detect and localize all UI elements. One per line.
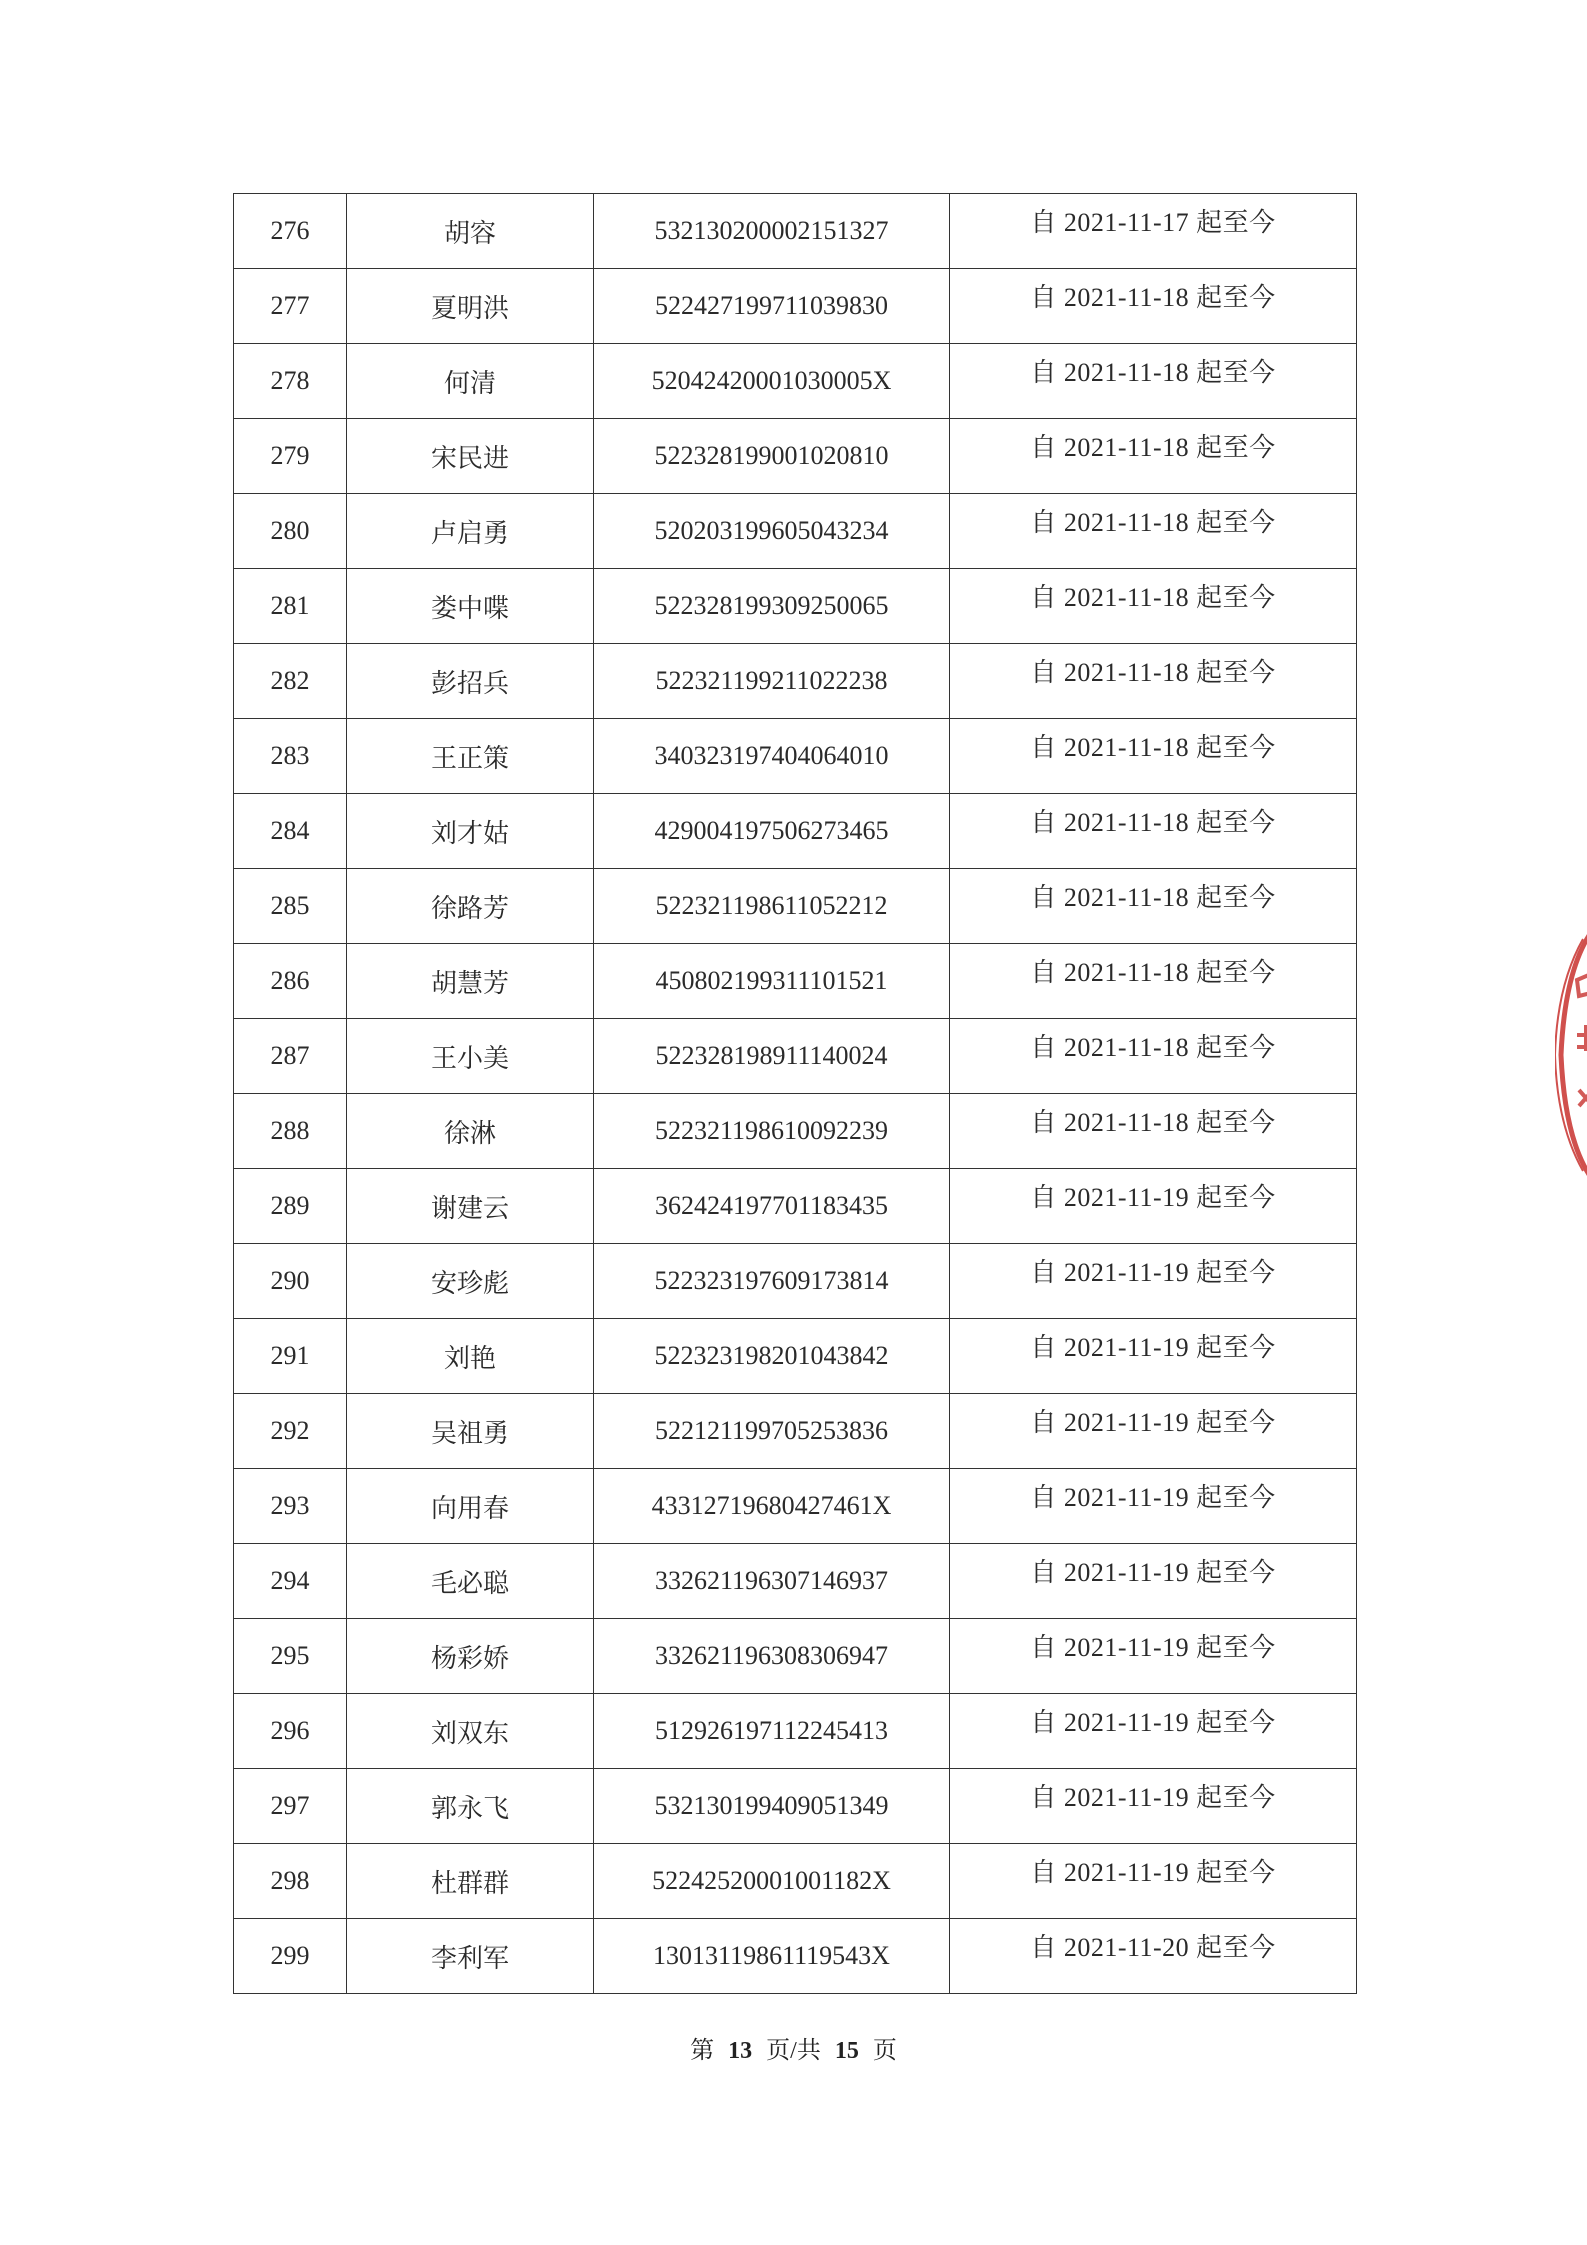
person-name-cell: 夏明洪	[347, 269, 594, 344]
id-number-cell: 52042420001030005X	[594, 344, 950, 419]
row-number-cell: 276	[234, 194, 347, 269]
person-name-cell: 胡慧芳	[347, 944, 594, 1019]
id-number-cell: 52242520001001182X	[594, 1844, 950, 1919]
row-number-cell: 285	[234, 869, 347, 944]
table-row	[234, 1394, 1357, 1469]
person-name-cell: 向用春	[347, 1469, 594, 1544]
id-number-cell: 522328198911140024	[594, 1019, 950, 1094]
id-number-cell: 522321199211022238	[594, 644, 950, 719]
id-number-cell: 332621196308306947	[594, 1619, 950, 1694]
row-number-cell: 281	[234, 569, 347, 644]
table-row	[234, 1694, 1357, 1769]
footer-suffix: 页	[872, 2038, 897, 2064]
person-name-cell: 王正策	[347, 719, 594, 794]
effective-date-cell: 自 2021-11-19 起至今	[950, 1319, 1357, 1394]
effective-date-cell: 自 2021-11-18 起至今	[950, 1094, 1357, 1169]
table-row	[234, 494, 1357, 569]
id-number-cell: 522328199309250065	[594, 569, 950, 644]
total-page-count: 15	[834, 2038, 859, 2064]
row-number-cell: 287	[234, 1019, 347, 1094]
row-number-cell: 290	[234, 1244, 347, 1319]
table-row	[234, 269, 1357, 344]
id-number-cell: 522323198201043842	[594, 1319, 950, 1394]
row-number-cell: 289	[234, 1169, 347, 1244]
table-row	[234, 1544, 1357, 1619]
table-row	[234, 1019, 1357, 1094]
table-body	[234, 194, 1357, 1994]
effective-date-cell: 自 2021-11-19 起至今	[950, 1844, 1357, 1919]
row-number-cell: 283	[234, 719, 347, 794]
row-number-cell: 297	[234, 1769, 347, 1844]
id-number-cell: 522323197609173814	[594, 1244, 950, 1319]
person-name-cell: 卢启勇	[347, 494, 594, 569]
table-row	[234, 1619, 1357, 1694]
table-row	[234, 644, 1357, 719]
row-number-cell: 288	[234, 1094, 347, 1169]
table-row	[234, 344, 1357, 419]
effective-date-cell: 自 2021-11-18 起至今	[950, 644, 1357, 719]
id-number-cell: 43312719680427461X	[594, 1469, 950, 1544]
table-row	[234, 1169, 1357, 1244]
row-number-cell: 298	[234, 1844, 347, 1919]
table-row	[234, 569, 1357, 644]
id-number-cell: 522321198611052212	[594, 869, 950, 944]
effective-date-cell: 自 2021-11-18 起至今	[950, 419, 1357, 494]
person-name-cell: 刘双东	[347, 1694, 594, 1769]
row-number-cell: 294	[234, 1544, 347, 1619]
row-number-cell: 279	[234, 419, 347, 494]
id-number-cell: 512926197112245413	[594, 1694, 950, 1769]
person-name-cell: 宋民进	[347, 419, 594, 494]
official-seal-fragment-icon	[1555, 925, 1587, 1185]
id-number-cell: 532130200002151327	[594, 194, 950, 269]
id-number-cell: 522321198610092239	[594, 1094, 950, 1169]
effective-date-cell: 自 2021-11-18 起至今	[950, 1019, 1357, 1094]
id-number-cell: 520203199605043234	[594, 494, 950, 569]
row-number-cell: 282	[234, 644, 347, 719]
id-number-cell: 522427199711039830	[594, 269, 950, 344]
table-row	[234, 1844, 1357, 1919]
person-name-cell: 刘艳	[347, 1319, 594, 1394]
table-row	[234, 194, 1357, 269]
table-row	[234, 944, 1357, 1019]
person-name-cell: 何清	[347, 344, 594, 419]
id-number-cell: 450802199311101521	[594, 944, 950, 1019]
table-row	[234, 719, 1357, 794]
table-row	[234, 419, 1357, 494]
effective-date-cell: 自 2021-11-18 起至今	[950, 569, 1357, 644]
table-row	[234, 1469, 1357, 1544]
person-name-cell: 郭永飞	[347, 1769, 594, 1844]
id-number-cell: 522121199705253836	[594, 1394, 950, 1469]
effective-date-cell: 自 2021-11-19 起至今	[950, 1619, 1357, 1694]
row-number-cell: 278	[234, 344, 347, 419]
row-number-cell: 284	[234, 794, 347, 869]
person-name-cell: 徐路芳	[347, 869, 594, 944]
person-name-cell: 杜群群	[347, 1844, 594, 1919]
effective-date-cell: 自 2021-11-18 起至今	[950, 494, 1357, 569]
row-number-cell: 291	[234, 1319, 347, 1394]
id-number-cell: 13013119861119543X	[594, 1919, 950, 1994]
effective-date-cell: 自 2021-11-18 起至今	[950, 944, 1357, 1019]
effective-date-cell: 自 2021-11-19 起至今	[950, 1694, 1357, 1769]
person-name-cell: 娄中喋	[347, 569, 594, 644]
table-row	[234, 794, 1357, 869]
effective-date-cell: 自 2021-11-18 起至今	[950, 869, 1357, 944]
person-name-cell: 谢建云	[347, 1169, 594, 1244]
effective-date-cell: 自 2021-11-19 起至今	[950, 1769, 1357, 1844]
person-name-cell: 吴祖勇	[347, 1394, 594, 1469]
id-number-cell: 532130199409051349	[594, 1769, 950, 1844]
current-page-number: 13	[728, 2038, 753, 2064]
row-number-cell: 292	[234, 1394, 347, 1469]
id-number-cell: 429004197506273465	[594, 794, 950, 869]
person-name-cell: 安珍彪	[347, 1244, 594, 1319]
effective-date-cell: 自 2021-11-18 起至今	[950, 344, 1357, 419]
footer-middle: 页/共	[766, 2038, 821, 2064]
table-row	[234, 1319, 1357, 1394]
record-table	[233, 193, 1357, 1994]
person-name-cell: 胡容	[347, 194, 594, 269]
row-number-cell: 295	[234, 1619, 347, 1694]
id-number-cell: 362424197701183435	[594, 1169, 950, 1244]
footer-prefix: 第	[690, 2038, 715, 2064]
effective-date-cell: 自 2021-11-19 起至今	[950, 1169, 1357, 1244]
table-row	[234, 1244, 1357, 1319]
effective-date-cell: 自 2021-11-18 起至今	[950, 719, 1357, 794]
effective-date-cell: 自 2021-11-19 起至今	[950, 1394, 1357, 1469]
id-number-cell: 332621196307146937	[594, 1544, 950, 1619]
row-number-cell: 277	[234, 269, 347, 344]
table-row	[234, 1094, 1357, 1169]
person-name-cell: 徐淋	[347, 1094, 594, 1169]
row-number-cell: 299	[234, 1919, 347, 1994]
row-number-cell: 296	[234, 1694, 347, 1769]
person-name-cell: 毛必聪	[347, 1544, 594, 1619]
effective-date-cell: 自 2021-11-19 起至今	[950, 1469, 1357, 1544]
person-name-cell: 李利军	[347, 1919, 594, 1994]
effective-date-cell: 自 2021-11-18 起至今	[950, 794, 1357, 869]
table-row	[234, 1769, 1357, 1844]
page-footer	[0, 2030, 1587, 2065]
effective-date-cell: 自 2021-11-19 起至今	[950, 1244, 1357, 1319]
row-number-cell: 280	[234, 494, 347, 569]
person-name-cell: 刘才姑	[347, 794, 594, 869]
effective-date-cell: 自 2021-11-17 起至今	[950, 194, 1357, 269]
person-name-cell: 王小美	[347, 1019, 594, 1094]
person-name-cell: 彭招兵	[347, 644, 594, 719]
effective-date-cell: 自 2021-11-20 起至今	[950, 1919, 1357, 1994]
table-row	[234, 869, 1357, 944]
person-name-cell: 杨彩娇	[347, 1619, 594, 1694]
table-row	[234, 1919, 1357, 1994]
id-number-cell: 522328199001020810	[594, 419, 950, 494]
effective-date-cell: 自 2021-11-18 起至今	[950, 269, 1357, 344]
row-number-cell: 293	[234, 1469, 347, 1544]
id-number-cell: 340323197404064010	[594, 719, 950, 794]
effective-date-cell: 自 2021-11-19 起至今	[950, 1544, 1357, 1619]
row-number-cell: 286	[234, 944, 347, 1019]
